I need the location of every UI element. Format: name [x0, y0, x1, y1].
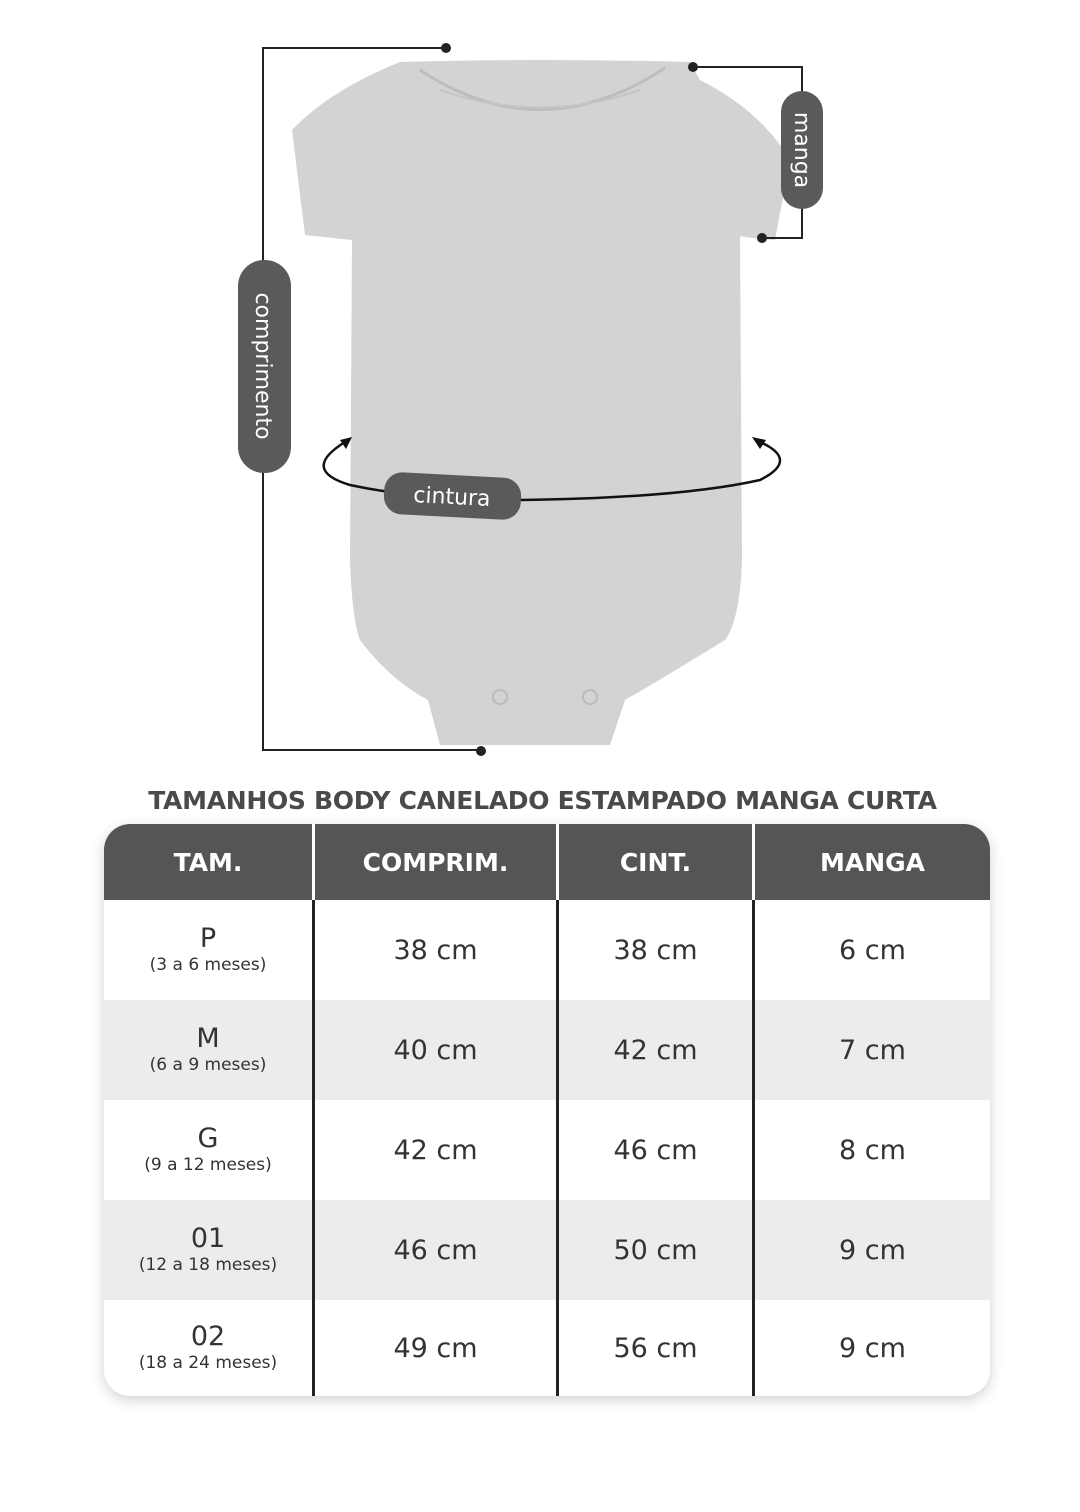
size-code: G [197, 1123, 219, 1154]
table-header-row [104, 824, 990, 900]
sleeve-cell: 8 cm [752, 1100, 990, 1200]
header-waist: CINT. [556, 824, 752, 900]
sleeve-cell: 9 cm [752, 1300, 990, 1396]
table-row [104, 1100, 990, 1200]
size-code: P [199, 923, 217, 954]
waist-cell: 42 cm [556, 1000, 752, 1100]
length-cell: 40 cm [312, 1000, 556, 1100]
length-cell: 49 cm [312, 1300, 556, 1396]
marker-dot [757, 233, 767, 243]
size-cell [104, 1000, 312, 1100]
size-cell [104, 1300, 312, 1396]
waist-cell: 56 cm [556, 1300, 752, 1396]
size-code: M [196, 1023, 220, 1054]
table-row [104, 1000, 990, 1100]
length-cell: 46 cm [312, 1200, 556, 1300]
marker-dot [688, 62, 698, 72]
size-cell [104, 900, 312, 1000]
size-chart-title: TAMANHOS BODY CANELADO ESTAMPADO MANGA CURTA [148, 786, 937, 815]
length-cell: 42 cm [312, 1100, 556, 1200]
size-months: (12 a 18 meses) [138, 1255, 278, 1275]
waist-cell: 50 cm [556, 1200, 752, 1300]
sleeve-cell: 7 cm [752, 1000, 990, 1100]
marker-dot [441, 43, 451, 53]
table-row [104, 1200, 990, 1300]
sleeve-label: manga [789, 111, 814, 189]
size-months: (6 a 9 meses) [149, 1055, 267, 1075]
waist-cell: 38 cm [556, 900, 752, 1000]
waist-cell: 46 cm [556, 1100, 752, 1200]
length-label: comprimento [250, 292, 275, 440]
bodysuit-illustration [292, 60, 790, 745]
sleeve-cell: 9 cm [752, 1200, 990, 1300]
size-months: (9 a 12 meses) [144, 1155, 272, 1175]
table-row [104, 900, 990, 1000]
table-row [104, 1300, 990, 1396]
size-months: (3 a 6 meses) [149, 955, 267, 975]
header-length: COMPRIM. [312, 824, 556, 900]
length-cell: 38 cm [312, 900, 556, 1000]
marker-dot [476, 746, 486, 756]
size-code: 02 [190, 1321, 226, 1352]
header-size: TAM. [173, 847, 243, 877]
size-table [104, 824, 990, 1396]
sleeve-cell: 6 cm [752, 900, 990, 1000]
size-code: 01 [190, 1223, 226, 1254]
size-months: (18 a 24 meses) [138, 1353, 278, 1373]
size-cell [104, 1200, 312, 1300]
size-cell [104, 1100, 312, 1200]
waist-label: cintura [412, 482, 492, 513]
header-sleeve: MANGA [752, 824, 990, 900]
